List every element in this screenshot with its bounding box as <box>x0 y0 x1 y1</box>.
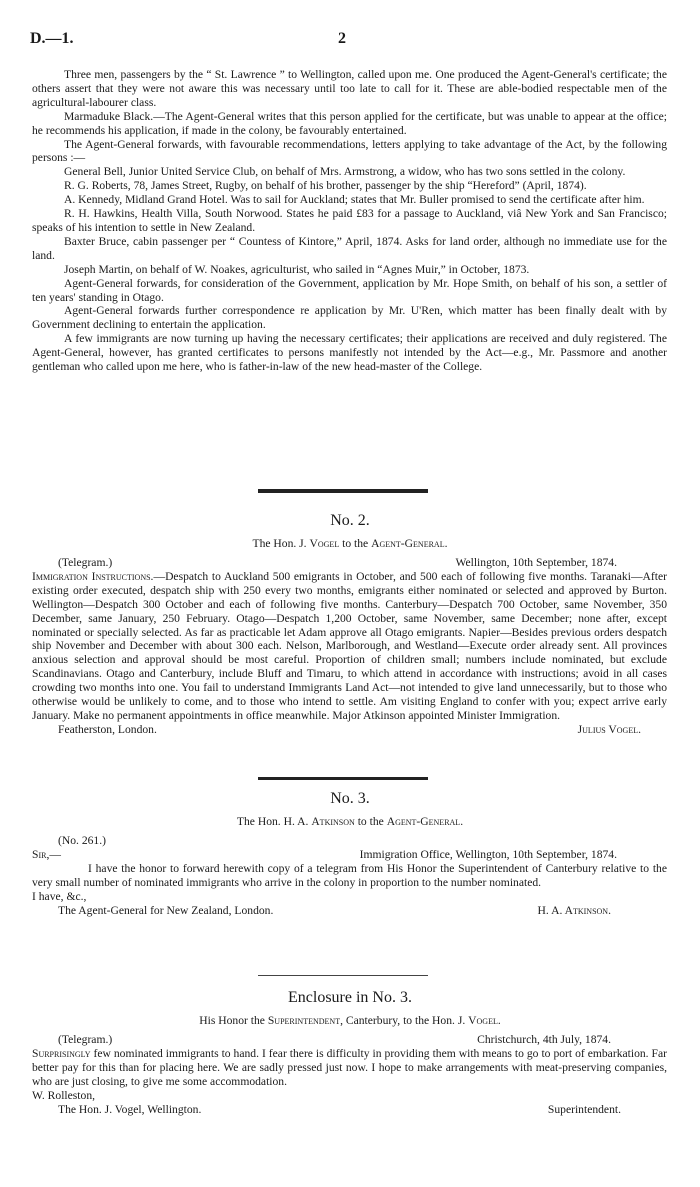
signature: H. A. Atkinson. <box>537 903 611 917</box>
telegram-text: Immigration Instructions.—Despatch to Auckland 500 emigrants in October, and 500 each of following five months. Taranaki—After existing order executed, despatch ship with 250 every two months, emigrants either nominated or selected and approved by Burton. Wellington—Despatch 300 October and each of following five months. Canterbury—Despatch 700 October, same November, 350 December, same January, 250 February. Otago—Despatch 1,200 October, same November, same December; none after, except nominated or specially selected. As far as practicable let Adam approve all Otago emigrants. Napier—Besides previous orders despatch ship November and December with about 300 each. Nelson, Marlborough, and Westland—Execute order already sent. All provinces anxious selection and approval should be most careful. Proportion of children small; numbers include nominated, but exclude Scandinavians. Otago and Canterbury, include Bluff and Timaru, to which attend in accordance with instructions; avoid in all cases crowding two months into one. You fail to understand Immigrants Land Act—not intended to give land unnecessarily, but to those who otherwise would be unlikely to come, and to those who intend to settle. Am visiting England to confer with you; expect arrive early January. Make no permanent appointments in office meanwhile. Major Atkinson appointed Minister Immigration. <box>32 569 667 722</box>
section-code: D.—1. <box>30 30 74 47</box>
section-subheading-enclosure: His Honor the Superintendent, Canterbury, to the Hon. J. Vogel. <box>199 1014 501 1027</box>
paragraph: The Agent-General forwards, with favourable recommendations, letters applying to take advantage of the Act, by the following persons :— <box>32 137 667 165</box>
signature: W. Rolleston, <box>32 1088 96 1102</box>
paragraph: Agent-General forwards, for consideration of the Government, application by Mr. Hope Smith, on behalf of his son, a settler of ten years' standing in Otago. <box>32 276 667 304</box>
section-divider <box>258 975 428 976</box>
paragraph: Baxter Bruce, cabin passenger per “ Countess of Kintore,” April, 1874. Asks for land order, although no immediate use for the land. <box>32 234 667 262</box>
no2-body <box>32 556 667 737</box>
addressee: The Agent-General for New Zealand, London. <box>58 903 274 917</box>
telegram-label: (Telegram.) <box>58 1033 113 1046</box>
section-subheading-no2: The Hon. J. Vogel to the Agent-General. <box>252 537 448 550</box>
paragraph: R. H. Hawkins, Health Villa, South Norwood. States he paid £83 for a passage to Auckland, viâ New York and San Francisco; speaks of his intention to settle in New Zealand. <box>32 207 667 234</box>
paragraph: Marmaduke Black.—The Agent-General writes that this person applied for the certificate, but was unable to appear at the office; he recommends his application, if made in the colony, be favourably entertained. <box>32 109 667 137</box>
paragraph: General Bell, Junior United Service Club, on behalf of Mrs. Armstrong, a widow, who has two sons settled in the colony. <box>64 165 626 179</box>
salutation: Sir,— <box>32 847 61 861</box>
signature: Julius Vogel. <box>577 722 641 736</box>
section-heading-enclosure: Enclosure in No. 3. <box>288 989 412 1006</box>
no3-body <box>32 834 667 917</box>
intro-block <box>32 68 667 374</box>
section-heading-no2: No. 2. <box>330 512 370 529</box>
place-date: Wellington, 10th September, 1874. <box>455 556 617 569</box>
paragraph: R. G. Roberts, 78, James Street, Rugby, on behalf of his brother, passenger by the ship “Hereford” (April, 1874). <box>64 179 587 193</box>
paragraph: Three men, passengers by the “ St. Lawrence ” to Wellington, called upon me. One produced the Agent-General's certificate; the others assert that they were not aware this was necessary until too late to call for it. These are able-bodied respectable men of the agricultural-labourer class. <box>32 68 667 109</box>
section-divider <box>258 489 428 493</box>
section-subheading-no3: The Hon. H. A. Atkinson to the Agent-General. <box>236 815 464 828</box>
telegram-label: (Telegram.) <box>58 556 113 569</box>
letter-number: (No. 261.) <box>58 834 106 847</box>
place-date: Christchurch, 4th July, 1874. <box>477 1033 611 1046</box>
paragraph: A few immigrants are now turning up having the necessary certificates; their applications are received and duly registered. The Agent-General, however, has granted certificates to persons manifestly not intended by the Act—e.g., Mr. Passmore and another gentleman who called upon me here, who is father-in-law of the new head-master of the College. <box>32 332 667 374</box>
place-date: Immigration Office, Wellington, 10th September, 1874. <box>359 847 617 861</box>
paragraph: A. Kennedy, Midland Grand Hotel. Was to sail for Auckland; states that Mr. Buller promised to send the certificate after him. <box>64 193 645 207</box>
addressee: Featherston, London. <box>58 722 157 736</box>
enclosure-body <box>32 1033 667 1116</box>
addressee: The Hon. J. Vogel, Wellington. <box>58 1102 202 1116</box>
closing: I have, &c., <box>32 889 87 903</box>
page-number: 2 <box>338 30 346 47</box>
signatory-title: Superintendent. <box>547 1102 621 1116</box>
paragraph: Agent-General forwards further correspondence re application by Mr. U'Ren, which matter has been finally dealt with by Government declining to entertain the application. <box>32 304 667 332</box>
section-divider <box>258 777 428 780</box>
section-heading-no3: No. 3. <box>330 790 370 807</box>
telegram-text: Surprisingly few nominated immigrants to hand. I fear there is difficulty in providing them with means to go to port of embarkation. Far better pay for this than for placing here. We are sadly pressed just now. I hope to make arrangements with meat-preserving companies, who are just closing, to give me some accommodation. <box>32 1046 667 1088</box>
letter-text: I have the honor to forward herewith copy of a telegram from His Honor the Superintendent of Canterbury relative to the very small number of nominated immigrants who arrive in the colony in proportion to the number nominated. <box>32 861 667 889</box>
paragraph: Joseph Martin, on behalf of W. Noakes, agriculturist, who sailed in “Agnes Muir,” in October, 1873. <box>64 262 530 276</box>
